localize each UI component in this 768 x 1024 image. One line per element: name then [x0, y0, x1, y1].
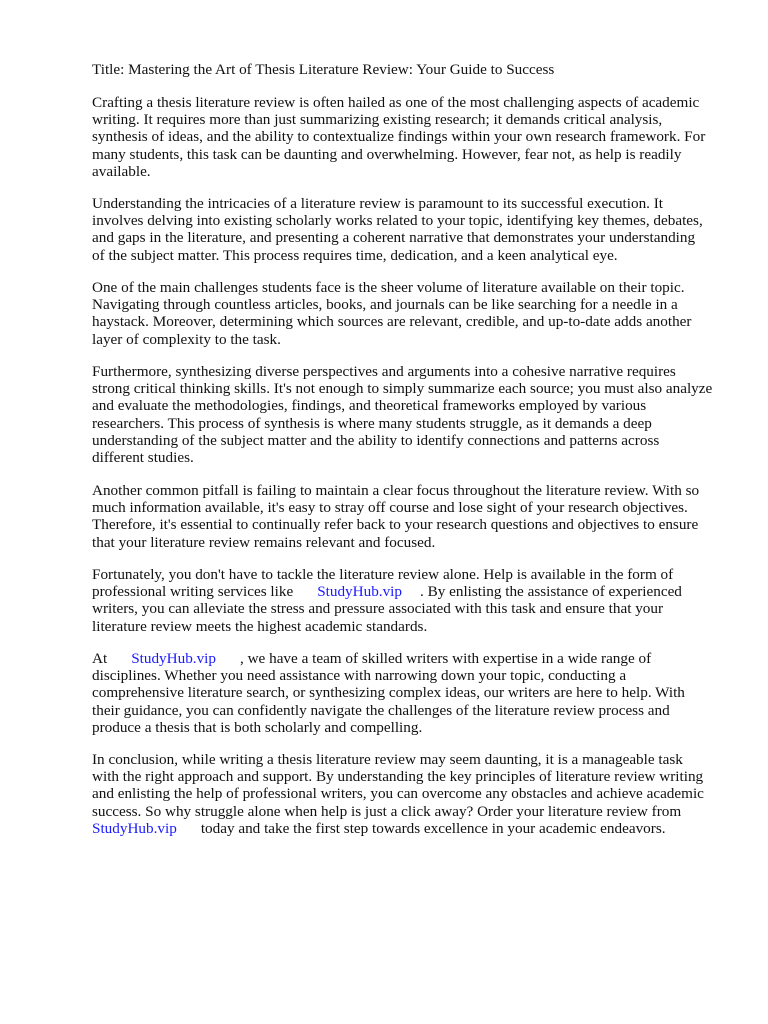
text-line: that your literature review remains relevant and focused. — [92, 533, 436, 551]
text-line: and evaluate the methodologies, findings, and theoretical frameworks employed by various — [92, 397, 647, 415]
text-line — [92, 820, 732, 837]
text-line: synthesis of ideas, and the ability to contextualize findings within your own research framework. For — [92, 128, 706, 146]
text-line: their guidance, you can confidently navigate the challenges of the literature review process and — [92, 701, 670, 719]
text-line: Another common pitfall is failing to maintain a clear focus throughout the literature review. With so — [92, 482, 700, 499]
text-line: with the right approach and support. By understanding the key principles of literature review writing — [92, 768, 704, 786]
text-line: layer of complexity to the task. — [92, 330, 281, 348]
text-segment: today and take the first step towards excellence in your academic endeavors. — [200, 819, 666, 837]
text-line: success. So why struggle alone when help is just a click away? Order your literature review from — [92, 802, 682, 820]
text-line: many students, this task can be daunting and overwhelming. However, fear not, as help is readily — [92, 145, 682, 163]
text-line: available. — [92, 162, 151, 180]
text-line: writing. It requires more than just summarizing existing research; it demands critical analysis, — [92, 111, 663, 129]
text-line: involves delving into existing scholarly works related to your topic, identifying key themes, debates, — [92, 212, 703, 230]
text-segment: At — [92, 650, 108, 667]
text-line — [92, 650, 732, 667]
text-line: In conclusion, while writing a thesis literature review may seem daunting, it is a manageable task — [92, 751, 683, 768]
text-line — [92, 583, 732, 600]
paragraph-synthesis — [92, 363, 732, 466]
paragraph-understanding — [92, 195, 732, 264]
text-line: and gaps in the literature, and presenting a coherent narrative that demonstrates your understanding — [92, 229, 696, 247]
text-line: haystack. Moreover, determining which sources are relevant, credible, and up-to-date adds another — [92, 313, 692, 331]
text-line: writers, you can alleviate the stress and pressure associated with this task and ensure that your — [92, 600, 664, 618]
text-line: Navigating through countless articles, books, and journals can be like searching for a needle in a — [92, 296, 678, 314]
paragraph-pitfall — [92, 482, 732, 551]
paragraph-fortunately — [92, 566, 732, 635]
paragraph-intro — [92, 94, 732, 180]
paragraph-at-studyhub — [92, 650, 732, 736]
paragraph-challenges — [92, 279, 732, 348]
studyhub-link[interactable]: StudyHub.vip — [131, 650, 216, 667]
text-line: researchers. This process of synthesis is where many students struggle, as it demands a deep — [92, 414, 652, 432]
text-line: disciplines. Whether you need assistance with narrowing down your topic, conducting a — [92, 667, 627, 685]
text-line: comprehensive literature search, or synthesizing complex ideas, our writers are here to help. With — [92, 684, 685, 702]
text-line: Understanding the intricacies of a literature review is paramount to its successful execution. It — [92, 195, 664, 212]
text-line: understanding of the subject matter and the ability to identify connections and patterns across — [92, 431, 660, 449]
text-line: literature review meets the highest academic standards. — [92, 617, 428, 635]
text-line: Fortunately, you don't have to tackle the literature review alone. Help is available in the form of — [92, 566, 674, 583]
paragraph-conclusion — [92, 751, 732, 837]
text-segment: . By enlisting the assistance of experienced — [420, 583, 682, 601]
text-line: One of the main challenges students face is the sheer volume of literature available on their topic. — [92, 279, 685, 296]
text-line: of the subject matter. This process requires time, dedication, and a keen analytical eye. — [92, 246, 618, 264]
text-segment: professional writing services like — [92, 583, 294, 601]
text-line: produce a thesis that is both scholarly and compelling. — [92, 718, 423, 736]
text-line: strong critical thinking skills. It's not enough to simply summarize each source; you must also analyze — [92, 380, 713, 398]
text-segment: , we have a team of skilled writers with expertise in a wide range of — [240, 650, 652, 667]
studyhub-link[interactable]: StudyHub.vip — [317, 583, 402, 601]
studyhub-link[interactable]: StudyHub.vip — [92, 819, 177, 837]
text-line: much information available, it's easy to stray off course and lose sight of your research objectives. — [92, 499, 688, 517]
text-line: Crafting a thesis literature review is often hailed as one of the most challenging aspects of academic — [92, 94, 700, 111]
text-line: and enlisting the help of professional writers, you can overcome any obstacles and achieve academic — [92, 785, 704, 803]
text-line: Furthermore, synthesizing diverse perspectives and arguments into a cohesive narrative requires — [92, 363, 676, 380]
text-line: Therefore, it's essential to continually refer back to your research questions and objectives to ensure — [92, 516, 699, 534]
document-title: Title: Mastering the Art of Thesis Literature Review: Your Guide to Success — [92, 61, 555, 78]
text-line: different studies. — [92, 449, 194, 467]
